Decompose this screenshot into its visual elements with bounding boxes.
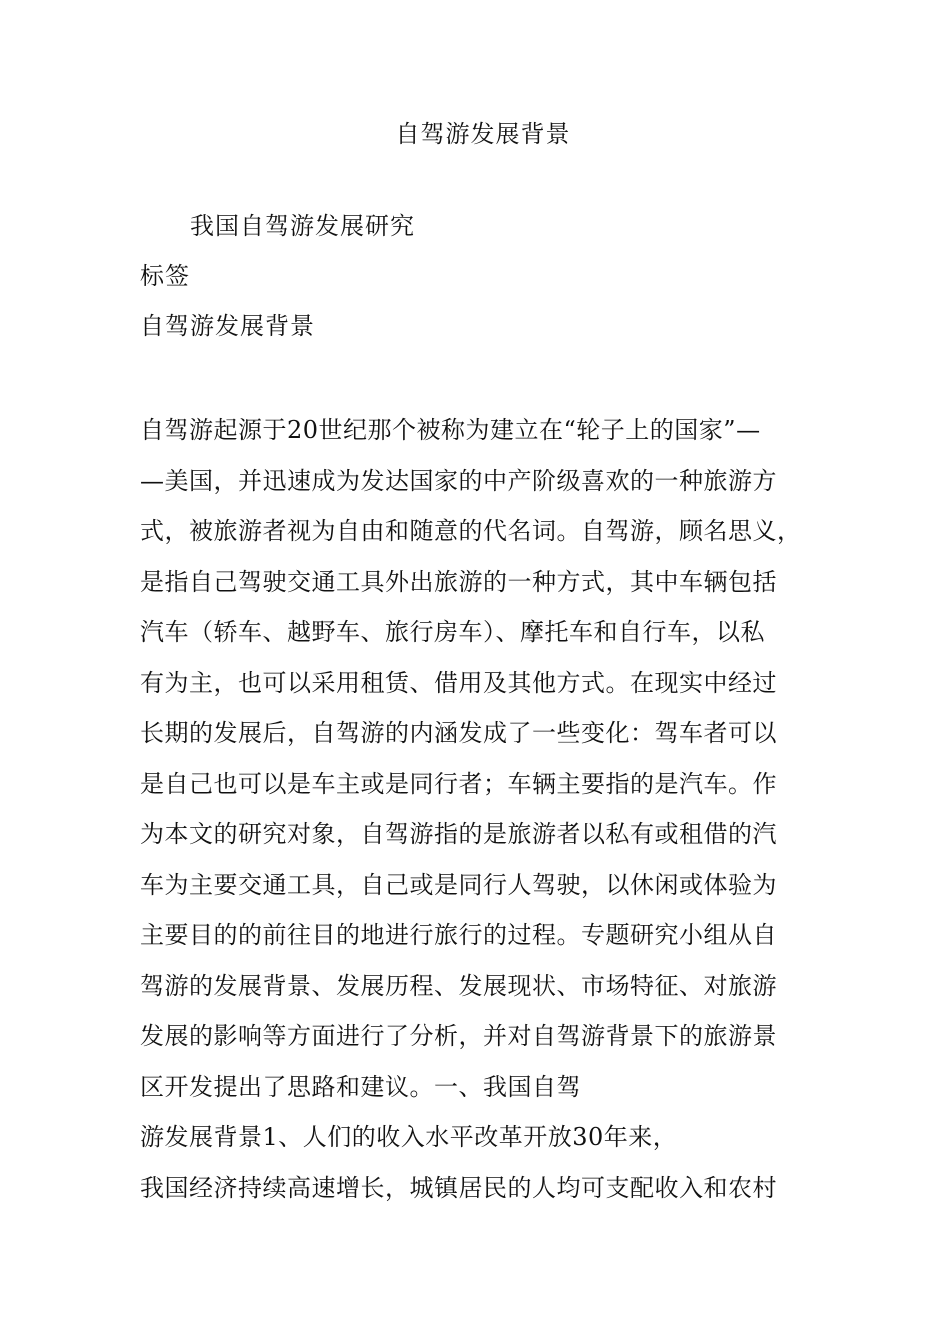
body-paragraph [140,405,812,1213]
body-line: 发展的影响等方面进行了分析，并对自驾游背景下的旅游景 [140,1022,777,1050]
body-line: 长期的发展后，自驾游的内涵发成了一些变化：驾车者可以 [140,719,777,747]
body-line: 汽车（轿车、越野车、旅行房车）、摩托车和自行车，以私 [140,618,765,646]
body-line: 驾游的发展背景、发展历程、发展现状、市场特征、对旅游 [140,971,777,1000]
body-line: 游发展背景1、人们的收入水平改革开放30年来， [140,1123,678,1151]
document-subtitle: 我国自驾游发展研究 [190,212,415,240]
body-line: 车为主要交通工具，自己或是同行人驾驶，以休闲或体验为 [140,870,777,899]
tag-label: 标签 [140,262,190,290]
body-line: 区开发提出了思路和建议。一、我国自驾 [140,1072,581,1101]
body-line: 我国经济持续高速增长，城镇居民的人均可支配收入和农村 [140,1173,777,1202]
tag-value: 自驾游发展背景 [140,312,315,340]
body-line: 式，被旅游者视为自由和随意的代名词。自驾游，顾名思义， [140,517,802,545]
body-line: 有为主，也可以采用租赁、借用及其他方式。在现实中经过 [140,668,777,697]
body-line: —美国，并迅速成为发达国家的中产阶级喜欢的一种旅游方 [140,466,777,495]
body-line: 是自己也可以是车主或是同行者；车辆主要指的是汽车。作 [140,769,777,798]
body-line: 主要目的的前往目的地进行旅行的过程。专题研究小组从自 [140,921,777,949]
body-line: 是指自己驾驶交通工具外出旅游的一种方式，其中车辆包括 [140,567,777,596]
document-title: 自驾游发展背景 [395,120,571,148]
body-line: 自驾游起源于20世纪那个被称为建立在“轮子上的国家”— [140,416,761,444]
body-line: 为本文的研究对象，自驾游指的是旅游者以私有或租借的汽 [140,820,777,848]
